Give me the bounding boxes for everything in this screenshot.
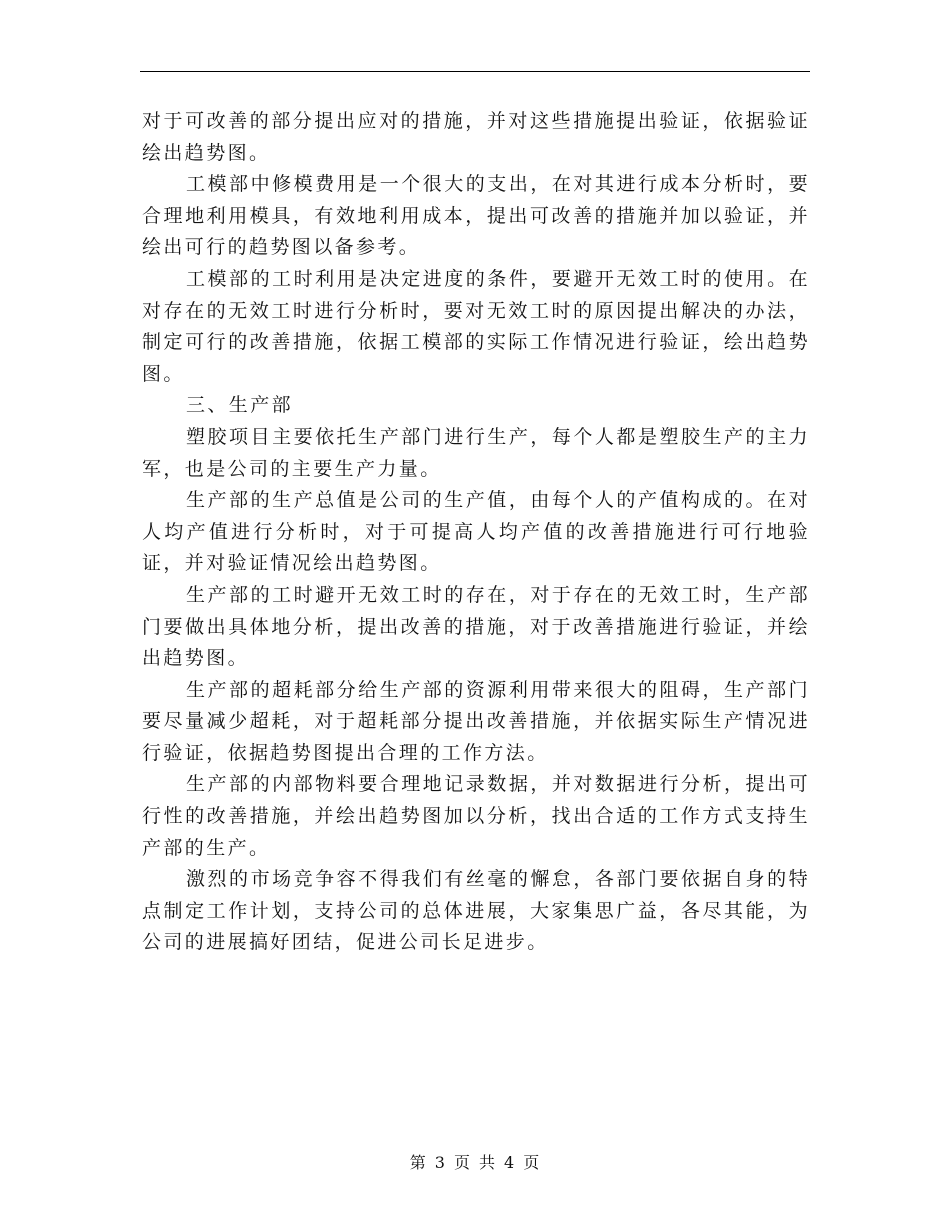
paragraph-1: 对于可改善的部分提出应对的措施，并对这些措施提出验证，依据验证绘出趋势图。 <box>142 110 810 164</box>
paragraph-5: 塑胶项目主要依托生产部门进行生产，每个人都是塑胶生产的主力军，也是公司的主要生产力量。 <box>142 425 810 480</box>
paragraph-8: 生产部的超耗部分给生产部的资源利用带来很大的阻碍，生产部门要尽量减少超耗，对于超耗部分提出改善措施，并依据实际生产情况进行验证，依据趋势图提出合理的工作方法。 <box>142 678 810 764</box>
paragraph-6: 生产部的生产总值是公司的生产值，由每个人的产值构成的。在对人均产值进行分析时，对于可提高人均产值的改善措施进行可行地验证，并对验证情况绘出趋势图。 <box>142 489 810 575</box>
header-rule <box>140 71 810 72</box>
footer-current-page: 3 <box>434 1153 446 1172</box>
footer-suffix: 页 <box>523 1153 541 1172</box>
footer-total-word: 共 <box>479 1153 497 1172</box>
footer-page-word: 页 <box>453 1153 471 1172</box>
paragraph-9: 生产部的内部物料要合理地记录数据，并对数据进行分析，提出可行性的改善措施，并绘出趋势图加以分析，找出合适的工作方式支持生产部的生产。 <box>142 773 810 859</box>
paragraph-7: 生产部的工时避开无效工时的存在，对于存在的无效工时，生产部门要做出具体地分析，提出改善的措施，对于改善措施进行验证，并绘出趋势图。 <box>142 583 810 670</box>
paragraph-10: 激烈的市场竞争容不得我们有丝毫的懈怠，各部门要依据自身的特点制定工作计划，支持公司的总体进展，大家集思广益，各尽其能，为公司的进展搞好团结，促进公司长足进步。 <box>142 868 810 954</box>
paragraph-3: 工模部的工时利用是决定进度的条件，要避开无效工时的使用。在对存在的无效工时进行分析时，要对无效工时的原因提出解决的办法，制定可行的改善措施，依据工模部的实际工作情况进行验证，绘出趋势图。 <box>142 267 810 385</box>
document-body <box>142 106 810 959</box>
paragraph-2: 工模部中修模费用是一个很大的支出，在对其进行成本分析时，要合理地利用模具，有效地利用成本，提出可改善的措施并加以验证，并绘出可行的趋势图以备参考。 <box>142 173 810 259</box>
page-footer <box>0 1150 950 1173</box>
footer-prefix: 第 <box>409 1153 427 1172</box>
section-heading-production: 三、生产部 <box>186 394 294 417</box>
footer-total-pages: 4 <box>504 1153 516 1172</box>
